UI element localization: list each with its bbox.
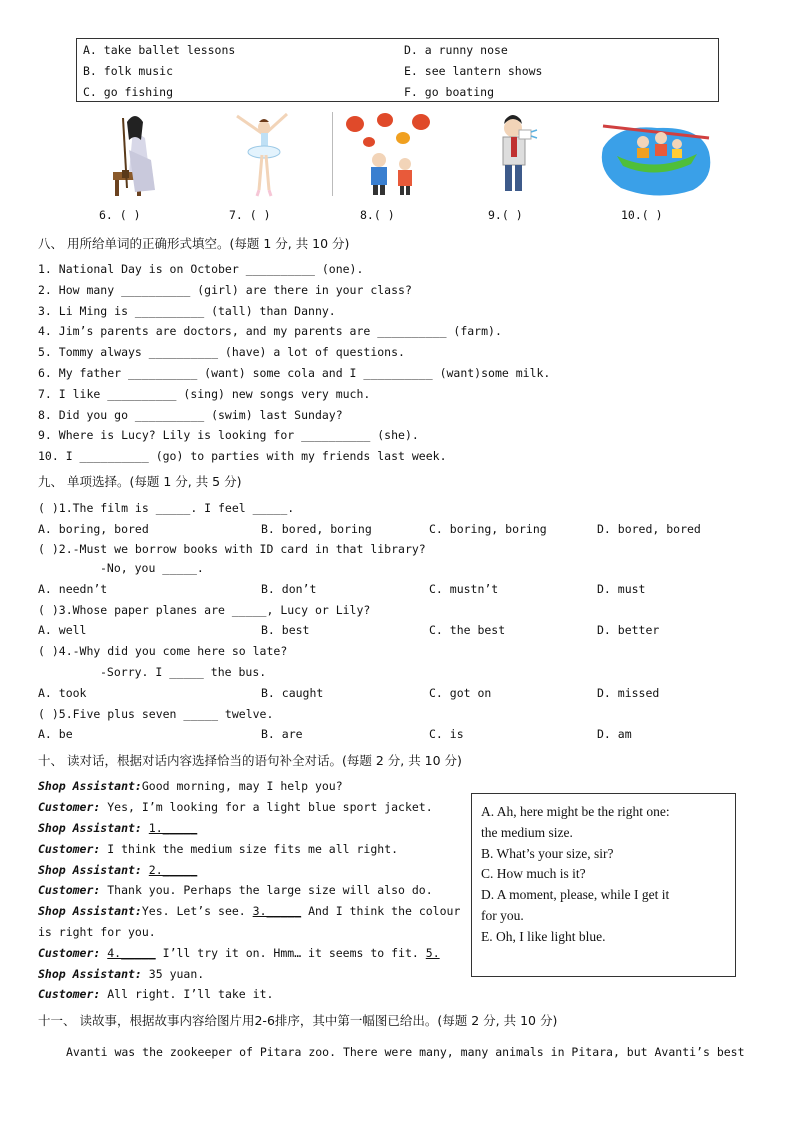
dialogue-text: Yes, I’m looking for a light blue sport jacket. (107, 800, 433, 814)
blank-4: 4._____ (107, 946, 156, 960)
sec9-q4-a: A. took (38, 686, 87, 700)
dialogue-line-8 (38, 946, 440, 960)
sec8-item-3: 3. Li Ming is __________ (tall) than Danny. (38, 304, 336, 318)
speaker-shop-assistant: Shop Assistant: (38, 779, 142, 793)
speaker-customer: Customer: (38, 842, 101, 856)
sec9-q4-c: C. got on (429, 686, 492, 700)
sec9-q4-d: D. missed (597, 686, 660, 700)
pic-label-10: 10.( ) (621, 208, 663, 222)
sec9-q1-d: D. bored, bored (597, 522, 701, 536)
speaker-shop-assistant: Shop Assistant: (38, 967, 142, 981)
pic-label-8: 8.( ) (360, 208, 395, 222)
option-a: A. take ballet lessons (83, 43, 236, 57)
speaker-customer: Customer: (38, 883, 101, 897)
sec9-q2-b: B. don’t (261, 582, 317, 596)
picture-divider (332, 112, 333, 196)
dialogue-line-7-cont: is right for you. (38, 925, 156, 939)
section-10-title: 十、 读对话，根据对话内容选择恰当的语句补全对话。(每题 2 分, 共 10 分) (38, 753, 462, 768)
sec9-q1-a: A. boring, bored (38, 522, 149, 536)
dialogue-text: I’ll try it on. Hmm… it seems to fit. (162, 946, 419, 960)
speaker-shop-assistant: Shop Assistant: (38, 863, 142, 877)
dialogue-line-4 (38, 842, 398, 856)
speaker-customer: Customer: (38, 800, 101, 814)
sec9-q3-d: D. better (597, 623, 660, 637)
erhu-player-illustration (105, 110, 161, 198)
dialogue-text: I think the medium size fits me all right. (107, 842, 399, 856)
box-option-c: C. How much is it? (481, 866, 586, 882)
sec8-item-1: 1. National Day is on October __________ (one). (38, 262, 364, 276)
ballet-dancer-illustration (233, 110, 291, 198)
option-d: D. a runny nose (404, 43, 508, 57)
dialogue-line-1 (38, 779, 343, 793)
dialogue-line-5 (38, 863, 197, 877)
box-option-d: D. A moment, please, while I get it (481, 887, 670, 903)
sec9-q1-b: B. bored, boring (261, 522, 372, 536)
pic-label-9: 9.( ) (488, 208, 523, 222)
sec9-q5-d: D. am (597, 727, 632, 741)
section-8-title: 八、 用所给单词的正确形式填空。(每题 1 分, 共 10 分) (38, 236, 350, 251)
boating-illustration (597, 112, 715, 196)
blank-3: 3._____ (252, 904, 302, 918)
speaker-shop-assistant: Shop Assistant: (38, 904, 142, 918)
dialogue-text: And I think the colour (308, 904, 461, 918)
option-b: B. folk music (83, 64, 174, 78)
dialogue-text: 35 yuan. (148, 967, 205, 981)
blank-5: 5. (425, 946, 440, 960)
sec8-item-8: 8. Did you go __________ (swim) last Sunday? (38, 408, 343, 422)
match-options-box (76, 38, 719, 102)
dialogue-line-7 (38, 904, 460, 918)
box-option-e: E. Oh, I like light blue. (481, 928, 606, 944)
lantern-show-illustration (345, 110, 437, 198)
sec8-item-10: 10. I __________ (go) to parties with my friends last week. (38, 449, 447, 463)
sec9-q5-c: C. is (429, 727, 464, 741)
speaker-customer: Customer: (38, 987, 101, 1001)
sec9-q3: ( )3.Whose paper planes are _____, Lucy or Lily? (38, 603, 371, 617)
box-option-a-cont: the medium size. (481, 824, 573, 840)
dialogue-line-10 (38, 987, 273, 1001)
pic-label-6: 6. ( ) (99, 208, 141, 222)
sec9-q2: ( )2.-Must we borrow books with ID card in that library? (38, 542, 426, 556)
dialogue-line-6 (38, 883, 433, 897)
sec9-q2-a: A. needn’t (38, 582, 108, 596)
sec9-q4: ( )4.-Why did you come here so late? (38, 644, 288, 658)
box-option-d-cont: for you. (481, 907, 524, 923)
section-9-title: 九、 单项选择。(每题 1 分, 共 5 分) (38, 474, 242, 489)
sec9-q4-reply: -Sorry. I _____ the bus. (100, 665, 267, 679)
blank-2: 2._____ (148, 863, 198, 877)
sec9-q3-c: C. the best (429, 623, 506, 637)
answer-options-box (471, 793, 736, 977)
dialogue-text: Thank you. Perhaps the large size will also do. (107, 883, 433, 897)
dialogue-text: Good morning, may I help you? (141, 779, 343, 793)
dialogue-text: Yes. Let’s see. (141, 904, 246, 918)
dialogue-line-3 (38, 821, 197, 835)
sec8-item-7: 7. I like __________ (sing) new songs very much. (38, 387, 371, 401)
story-text: Avanti was the zookeeper of Pitara zoo. There were many, many animals in Pitara, but Avanti’s best (66, 1045, 745, 1059)
speaker-shop-assistant: Shop Assistant: (38, 821, 142, 835)
sec9-q1-c: C. boring, boring (429, 522, 547, 536)
sec9-q1: ( )1.The film is _____. I feel _____. (38, 501, 295, 515)
sec9-q4-b: B. caught (261, 686, 324, 700)
section-11-title: 十一、 读故事，根据故事内容给图片用2-6排序，其中第一幅图已给出。(每题 2 分, 共 10 分) (38, 1013, 558, 1028)
sec8-item-4: 4. Jim’s parents are doctors, and my parents are __________ (farm). (38, 324, 502, 338)
option-c: C. go fishing (83, 85, 174, 99)
dialogue-text: All right. I’ll take it. (107, 987, 274, 1001)
dialogue-line-2 (38, 800, 433, 814)
sec8-item-6: 6. My father __________ (want) some cola and I __________ (want)some milk. (38, 366, 551, 380)
box-option-b: B. What’s your size, sir? (481, 845, 614, 861)
option-f: F. go boating (404, 85, 495, 99)
pic-label-7: 7. ( ) (229, 208, 271, 222)
sec8-item-5: 5. Tommy always __________ (have) a lot of questions. (38, 345, 405, 359)
sec9-q3-b: B. best (261, 623, 310, 637)
sec9-q5: ( )5.Five plus seven _____ twelve. (38, 707, 274, 721)
sec9-q3-a: A. well (38, 623, 87, 637)
sec8-item-9: 9. Where is Lucy? Lily is looking for __________ (she). (38, 428, 419, 442)
box-option-a: A. Ah, here might be the right one: (481, 804, 670, 819)
dialogue-line-9 (38, 967, 204, 981)
sec9-q2-c: C. mustn’t (429, 582, 499, 596)
sec8-item-2: 2. How many __________ (girl) are there in your class? (38, 283, 412, 297)
sec9-q5-a: A. be (38, 727, 73, 741)
sec9-q2-d: D. must (597, 582, 646, 596)
sec9-q5-b: B. are (261, 727, 303, 741)
speaker-customer: Customer: (38, 946, 101, 960)
blank-1: 1._____ (148, 821, 198, 835)
option-e: E. see lantern shows (404, 64, 543, 78)
sec9-q2-reply: -No, you _____. (100, 561, 204, 575)
runny-nose-illustration (497, 112, 539, 196)
